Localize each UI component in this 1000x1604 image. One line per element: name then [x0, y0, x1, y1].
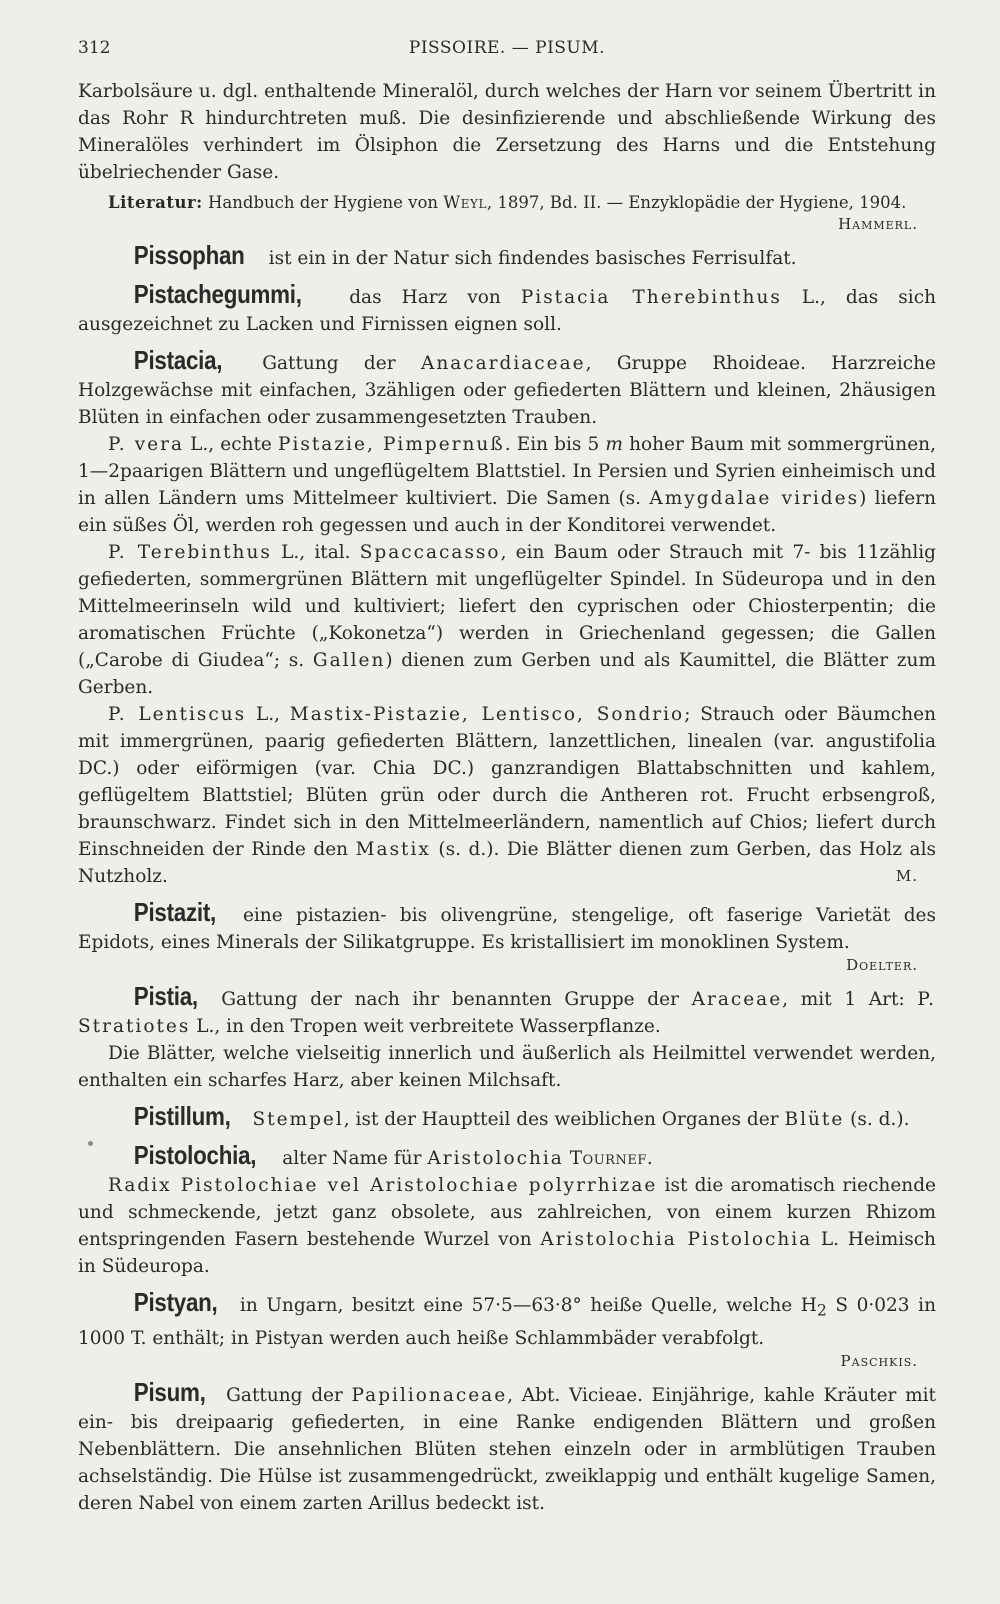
entry-pistia: Pistia, Gattung der nach ihr benannten Gruppe der Araceae, mit 1 Art: P. Stratiotes L., in den Tropen weit verbreitete Wasserpflanze. [78, 981, 936, 1037]
entry-headword: Pisum, [133, 1376, 206, 1407]
term: Stempel [252, 1109, 344, 1130]
subentry-pistacia-vera: P. vera L., echte Pistazie, Pimpernuß. Ein bis 5 m hoher Baum mit sommergrünen, 1—2paarigen Blättern und ungeflügeltem Blattstiel. In Persien und Syrien einheimisch und in allen Ländern ums Mittelmeer kultiviert. Die Samen (s. Amygdalae virides) liefern ein süßes Öl, werden roh gegessen und auch in der Konditorei verwendet. [78, 434, 936, 536]
species-name: Aristolochia [427, 1148, 564, 1169]
common-name: Spaccacasso [359, 542, 501, 563]
family-name: Papilionaceae [351, 1384, 508, 1406]
cross-reference: Gallen [312, 650, 386, 671]
page-header [78, 38, 936, 64]
pissoire-continuation: Karbolsäure u. dgl. enthaltende Mineralöl, durch welches der Harn vor seinem Übertritt in das Rohr R hindurchtreten muß. Die desinfizierende und abschließende Wirkung des Mineralöles verhindert im Ölsiphon die Zersetzung des Harns und die Entstehung übelriechender Gase. [78, 81, 936, 183]
entry-pistia-paragraph: Die Blätter, welche vielseitig innerlich und äußerlich als Heilmittel verwendet werden, enthalten ein scharfes Harz, aber keinen Milchsaft. [78, 1043, 936, 1091]
author-name: Weyl [443, 193, 487, 212]
entry-pistillum: Pistillum, Stempel, ist der Hauptteil des weiblichen Organes der Blüte (s. d.). [78, 1103, 936, 1133]
author-name: Tournef. [569, 1148, 654, 1169]
subentry-pistacia-lentiscus: P. Lentiscus L., Mastix-Pistazie, Lentisco, Sondrio; Strauch oder Bäumchen mit immergrünen, paarig gefiederten Blättern, lanzettlichen, linealen (var. angustifolia DC.) oder eiförmigen (var. Chia DC.) ganzrandigen Blattabschnitten und kahlem, geflügeltem Blattstiel; Blüten grün oder durch die Antheren rot. Frucht erbsengroß, braunschwarz. Findet sich in den Mittelmeerländern, namentlich auf Chios; liefert durch Einschneiden der Rinde den Mastix (s. d.). Die Blätter dienen zum Gerben, das Holz als Nutzholz. M. [78, 701, 936, 890]
literature-label: Literatur: [108, 193, 203, 212]
author-signature: Hammerl. [838, 215, 918, 233]
author-signature: M. [895, 867, 918, 885]
cross-reference: Amygdalae virides [649, 488, 860, 509]
entry-pistyan: Pistyan, in Ungarn, besitzt eine 57·5—63·8° heiße Quelle, welche $H_2$ S 0·023 in 1000 T. enthält; in Pistyan werden auch heiße Schlammbäder verabfolgt. [78, 1287, 936, 1349]
entry-pistachegummi: Pistachegummi, das Harz von Pistacia Therebinthus L., das sich ausgezeichnet zu Lacken und Firnissen eignen soll. [78, 279, 936, 335]
literature-note: Literatur: Handbuch der Hygiene von Weyl, 1897, Bd. II. — Enzyklopädie der Hygiene, 1904. [108, 193, 907, 212]
species-name: P. Terebinthus [108, 542, 272, 563]
entry-pistacia: Pistacia, Gattung der Anacardiaceae, Gruppe Rhoideae. Harzreiche Holzgewächse mit einfachen, 3zähligen oder gefiederten Blättern und kleinen, 2häusigen Blüten in einfachen oder zusammengesetzten Trauben. [78, 345, 936, 428]
entry-pissophan: Pissophan ist ein in der Natur sich findendes basisches Ferrisulfat. [78, 242, 936, 272]
entry-headword: Pistacia, [133, 345, 223, 375]
entry-headword: Pissophan [133, 240, 245, 270]
drug-name: Radix Pistolochiae vel Aristolochiae polyrrhizae [108, 1175, 658, 1196]
page-number: 312 [78, 38, 111, 58]
common-name: Pistazie, Pimpernuß [278, 434, 505, 455]
entry-headword: Pistolochia, [133, 1140, 257, 1170]
entry-pistazit: Pistazit, eine pistazien- bis olivengrüne, stengelige, oft faserige Varietät des Epidots, eines Minerals der Silikatgruppe. Es kristallisiert im monoklinen System. [78, 897, 936, 953]
cross-reference: Mastix [355, 839, 431, 860]
page-body [78, 78, 936, 1517]
running-title: PISSOIRE. — PISUM. [408, 38, 606, 58]
species-name: P. Lentiscus [108, 704, 247, 725]
subentry-pistacia-terebinthus: P. Terebinthus L., ital. Spaccacasso, ein Baum oder Strauch mit 7- bis 11zählig gefiederten, sommergrünen Blättern mit ungeflügelter Spindel. In Südeuropa und in den Mittelmeerinseln wild und kultiviert; liefert den cyprischen oder Chiosterpentin; die aromatischen Früchte („Kokonetza“) werden in Griechenland gegessen; die Gallen („Carobe di Giudea“; s. Gallen) dienen zum Gerben und als Kaumittel, die Blätter zum Gerben. [78, 542, 936, 698]
author-signature: Doelter. [846, 956, 918, 974]
species-name: Aristolochia Pistolochia [540, 1229, 813, 1250]
entry-pistolochia: Pistolochia, alter Name für Aristolochia Tournef. [78, 1142, 936, 1172]
author-signature: Paschkis. [840, 1351, 918, 1370]
cross-reference: Blüte [784, 1109, 845, 1130]
species-name: Pistacia Therebinthus [520, 287, 782, 308]
species-name: P. Stratiotes [78, 989, 936, 1037]
entry-headword: Pistazit, [133, 897, 216, 927]
family-name: Araceae [691, 989, 783, 1010]
common-name: Mastix-Pistazie, Lentisco, Sondrio [289, 704, 685, 725]
entry-headword: Pistachegummi, [133, 279, 302, 309]
entry-headword: Pistia, [133, 981, 198, 1011]
species-name: P. vera [108, 434, 184, 455]
family-name: Anacardiaceae [420, 353, 586, 374]
entry-headword: Pistillum, [133, 1101, 231, 1131]
entry-pisum: Pisum, Gattung der Papilionaceae, Abt. Vicieae. Einjährige, kahle Kräuter mit ein- bis dreipaarig gefiederten, in eine Ranke endigenden Blättern und großen Nebenblättern. Die ansehnlichen Blüten stehen einzeln oder in armblütigen Trauben achselständig. Die Hülse ist zusammengedrückt, zweiklappig und enthält kugelige Samen, deren Nabel von einem zarten Arillus bedeckt ist. [78, 1376, 936, 1514]
entry-pistolochia-paragraph: Radix Pistolochiae vel Aristolochiae polyrrhizae ist die aromatisch riechende und schmeckende, jetzt ganz obsolete, aus zahlreichen, von einem kurzen Rhizom entspringenden Fasern bestehende Wurzel von Aristolochia Pistolochia L. Heimisch in Südeuropa. [78, 1175, 936, 1277]
entry-headword: Pistyan, [133, 1287, 218, 1317]
